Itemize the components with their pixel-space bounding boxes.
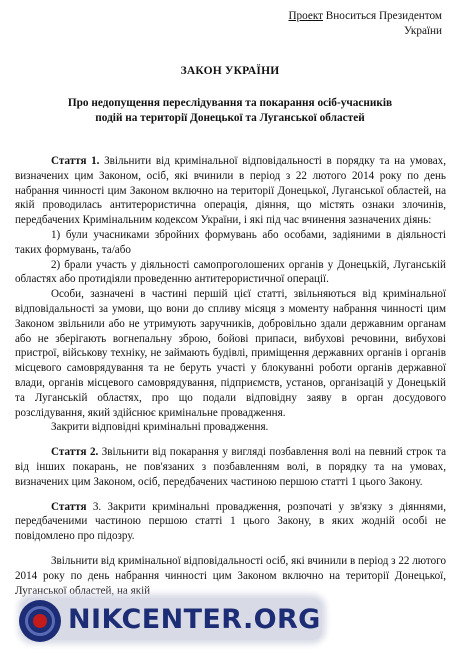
project-label: Проект xyxy=(288,10,323,22)
submitted-by: Вноситься Президентом xyxy=(325,10,442,22)
article-3-text: 3. Закрити кримінальні провадження, розпочаті у зв'язку з діяннями, передбаченими частиною першою статті 1 цього Закону, в яких жодній особі не повідомлено про підозру. xyxy=(15,500,446,543)
header-line-1 xyxy=(242,9,442,24)
article-4-paragraph: Звільнити від кримінальної відповідальності осіб, які вчинили в період з 22 лютого 2014 року по день набрання чинності цим Законом включно на території Донецької, Луганської областей, на якій xyxy=(15,554,446,597)
document-title: ЗАКОН УКРАЇНИ xyxy=(180,65,280,77)
subtitle-line-1: Про недопущення переслідування та покарання осіб-учасників xyxy=(67,97,393,109)
document-subtitle xyxy=(30,96,430,125)
document-body xyxy=(15,154,446,598)
article-2-text: Звільнити від покарання у вигляді позбавлення волі на певний строк та від інших покарань, не пов'язаних з позбавленням волі, в порядку та на умовах, визначених цим Законом, осіб, передбачених частиною першою статті 1 цього Закону. xyxy=(15,446,446,488)
article-3-label: Стаття xyxy=(51,500,87,513)
header-country: України xyxy=(403,25,442,37)
article-1-close-paragraph: Закрити відповідні кримінальні провадження. xyxy=(51,421,269,434)
article-2-label: Стаття 2. xyxy=(51,446,99,459)
watermark-banner xyxy=(22,598,322,640)
article-1-label: Стаття 1. xyxy=(51,155,100,167)
article-2-paragraph xyxy=(15,445,446,489)
article-1-item-1: 1) були учасниками збройних формувань або особами, задіяними в діяльності таких формувань, та/або xyxy=(15,228,446,256)
subtitle-line-2: подій на території Донецької та Луганської областей xyxy=(95,111,365,124)
article-1-paragraph xyxy=(15,154,446,228)
article-1-persons-paragraph: Особи, зазначені в частині першій цієї статті, звільняються від кримінальної відповідальності за умови, що вони до спливу місяця з моменту набрання чинності цим Законом звільнили або не утримують заручників, добровільно здали державним органам або не зберігають вогнепальну зброю, бойові припаси, вибухові речовини, вибухові пристрої, військову техніку, не займають будівлі, приміщення державних органів і органів місцевого самоврядування та не беруть участі у блокуванні роботи органів державної влади, органів місцевого самоврядування, підприємств, установ, організацій у Донецькій та Луганській областях, про що подали відповідну заяву в орган досудового розслідування, який здійснює кримінальне провадження. xyxy=(15,288,446,419)
article-3-paragraph xyxy=(15,500,446,544)
globe-logo-icon xyxy=(19,600,61,642)
article-1-item-2: 2) брали участь у діяльності самопроголошених органів у Донецькій, Луганській областях або протидіяли проведенню антитерористичної операції. xyxy=(15,258,446,286)
article-1-text: Звільнити від кримінальної відповідальності в порядку та на умовах, визначених цим Законом, осіб, які вчинили в період з 22 лютого 2014 року по день набрання чинності цим Законом включно на території Донецької, Луганської областей, на якій проводилась антитерористична операція, діяння, що містять ознаки злочинів, передбачених Кримінальним кодексом України, і які під час вчинення зазначених діянь: xyxy=(15,155,446,227)
document-header xyxy=(242,9,442,39)
watermark-text: NIKCENTER.ORG xyxy=(68,604,321,635)
